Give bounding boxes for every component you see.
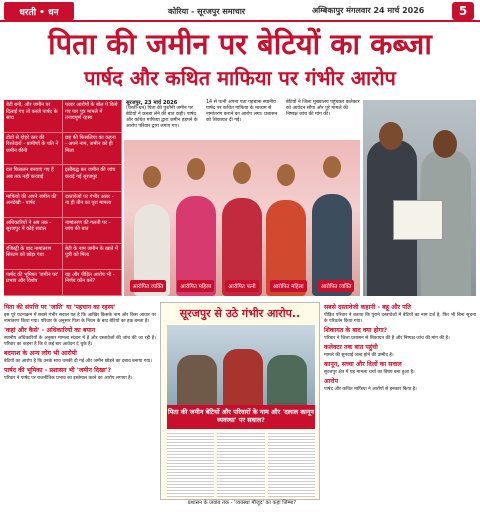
highlight-item: दस फिसलन बनवाएं गए हैं अब तक नहीं करवाई bbox=[4, 165, 63, 191]
highlight-item: यह और पीड़ित आरोप भी - निर्णय कौन करे? bbox=[63, 270, 122, 296]
paragraph: बेटियों का आरोप है कि उनके साथ धमकी दी गई और जमीन छोड़ने का दबाव बनाया गया। bbox=[4, 358, 152, 364]
poster-illustration bbox=[167, 325, 315, 407]
highlight-item: इसीबद्ध कर जमीन की जांच कराई गई सूरजपुर bbox=[63, 165, 122, 191]
intro-column-1 bbox=[126, 100, 202, 130]
masthead bbox=[0, 0, 480, 22]
subheading: पिता की संपत्ति पर 'जाति' या 'पहचान का रहस्य' bbox=[4, 304, 116, 311]
subheading: कलेक्टर तक बात पहुंची bbox=[324, 343, 378, 351]
paragraph: पार्षद और कथित माफिया ने आरोपों से इनकार किया है। bbox=[324, 386, 417, 392]
subheading: 'कहां और कैसे' - अधिकारियों का बयान bbox=[4, 326, 96, 334]
highlight-item: माफियो की अपने जमीन की अनदेखी - पार्षद bbox=[4, 192, 63, 218]
photo-caption: आरोपित महिला bbox=[270, 280, 307, 292]
paragraph: इस पूरे घटनाक्रम में सबसे गंभीर सवाल यह है कि आखिर किसके नाम और किस आधार पर नामांतरण किया गया। परिवार के अनुसार पिता के निधन के बाद बेटियों का हक बनता है। bbox=[4, 313, 156, 324]
dateline: अम्बिकापुर मंगलवार 24 मार्च 2026 bbox=[312, 6, 425, 15]
poster-text-blocks bbox=[167, 431, 315, 497]
photo-caption: आरोपित व्यक्ति bbox=[130, 280, 167, 292]
poster-title: सूरजपुर से उठे गंभीर आरोप.. bbox=[179, 307, 301, 320]
paragraph: पीड़ित परिवार ने बताया कि पुराने दस्तावेजों में बेटियों का नाम दर्ज है, फिर भी बिना सूचना के परिवर्तन किया गया। bbox=[324, 313, 476, 324]
group-photo bbox=[124, 140, 360, 296]
side-photo bbox=[363, 100, 476, 296]
highlight-item: पार्षद की भूमिका 'जमीन पर' प्रभाव और विशेष bbox=[4, 270, 63, 296]
main-headline: पिता की जमीन पर बेटियों का कब्जा bbox=[48, 27, 432, 61]
intro-column-2 bbox=[206, 100, 282, 124]
poster-graphic bbox=[160, 302, 320, 500]
photo-caption: आरोपित महिला bbox=[177, 280, 214, 292]
subheading: कानून, सच्चा और दिलों का सवाल bbox=[324, 360, 402, 368]
highlight-item: बेटी के नाम जमीन के ख़ाते में पुत्री को मिला bbox=[63, 244, 122, 270]
article-right-column bbox=[324, 302, 476, 516]
highlight-item: अधिकारियों ने अब तक - सूरजपुर में कोई सवाल bbox=[4, 218, 63, 244]
highlight-item: परबर आरोपों के बोल पे किये गए पार पुत्र मामले में तनावपूर्ण रहस्य bbox=[63, 100, 122, 133]
paragraph: परिवार ने जिला प्रशासन से शिकायत की है और निष्पक्ष जांच की मांग की है। bbox=[324, 335, 450, 341]
paragraph: मामले की सुनवाई जल्द होने की उम्मीद है। bbox=[324, 352, 394, 358]
subheading: आरोप bbox=[324, 377, 338, 385]
highlight-item: दस्तावेजों पर गंभीर असर - ना ही तीन का पूरा मामला bbox=[63, 192, 122, 218]
intro-text: (धरती-धन) पिता की पुश्तैनी जमीन पर बेटियों ने कब्जा लेने की बात कही। पार्षद और कथित माफिया द्वारा जमीन हड़पने के आरोप परिवार द्वारा लगाए गए। bbox=[126, 106, 198, 129]
paragraph: परिवार ने पार्षद पर राजनीतिक प्रभाव का इस्तेमाल करने का आरोप लगाया है। bbox=[4, 375, 133, 381]
highlight-item: नामांतरण की गलती पर - जांच की बात bbox=[63, 218, 122, 244]
highlight-item: छह की फिसलिया का कहना - अपने नाम, जमीन को ही मिला bbox=[63, 133, 122, 166]
photo-caption: आरोपित पत्नी bbox=[225, 280, 258, 292]
highlights-box bbox=[4, 100, 122, 296]
subheading: बदमाश के अन्य लोग भी आरोपी bbox=[4, 349, 77, 357]
newspaper-logo: धरती • धन bbox=[4, 2, 74, 20]
byline: सूरजपुर, 23 मार्च 2026 bbox=[126, 100, 178, 106]
page-number: 5 bbox=[452, 2, 474, 20]
subheading: पार्षद की भूमिका - प्रशासन भी 'जमीन दिखा'? bbox=[4, 366, 112, 374]
photo-caption: आरोपित व्यक्ति bbox=[318, 280, 355, 292]
paragraph: सूरजपुर क्षेत्र में यह मामला चर्चा का विषय बना हुआ है। bbox=[324, 369, 415, 375]
highlight-item: रजिस्ट्री के बाद नामांतरण सिस्टम को छोड़ा गया bbox=[4, 244, 63, 270]
sub-headline: पार्षद और कथित माफिया पर गंभीर आरोप bbox=[84, 66, 396, 90]
paragraph: स्थानीय अधिकारियों के अनुसार मामला संज्ञान में है और दस्तावेजों की जांच की जा रही है। परिवार का कहना है कि वे कई बार आवेदन दे चुके हैं। bbox=[4, 335, 156, 347]
intro-text: 14 से पत्नी अपना पता पहचाना स्थानीय पार्षद पर कथित माफिया के माध्यम से नामांतरण कराने का आरोप लगा। प्रशासन को शिकायत दी गई। bbox=[206, 100, 278, 123]
subheading: शिकायत के बाद क्या होगा? bbox=[324, 326, 388, 334]
poster-caption: प्रशासन के जवाब तक - 'व्यवस्था मौजूद' का कहा जिम्मा? bbox=[187, 500, 297, 506]
article-left-column bbox=[4, 302, 156, 516]
highlight-item: डोडो से दोहरे स्तर की रिश्तेदारों - ग्रामीणों के पति ने जमीन छीनी bbox=[4, 133, 63, 166]
intro-text: बेटियों ने जिला मुख्यालय पहुंचकर कलेक्टर को आवेदन सौंपा और पूरे मामले की निष्पक्ष जांच की मांग की। bbox=[286, 100, 360, 117]
highlight-item: बेटी बनी, और जमीन पर दिलाई गए तो कब्जे पार्षद के साथ bbox=[4, 100, 63, 133]
poster-banner: पिता की जमीन बेटियों और परिवारों के नाम और 'दलाल कानून व्यवस्था' पर सवाल? bbox=[167, 405, 315, 429]
intro-column-3 bbox=[286, 100, 360, 118]
section-name: कोरिया - सूरजपुर समाचार bbox=[168, 7, 246, 16]
subheading: सबसे दस्तावेजी कहानी - बहू और पति bbox=[324, 304, 411, 311]
